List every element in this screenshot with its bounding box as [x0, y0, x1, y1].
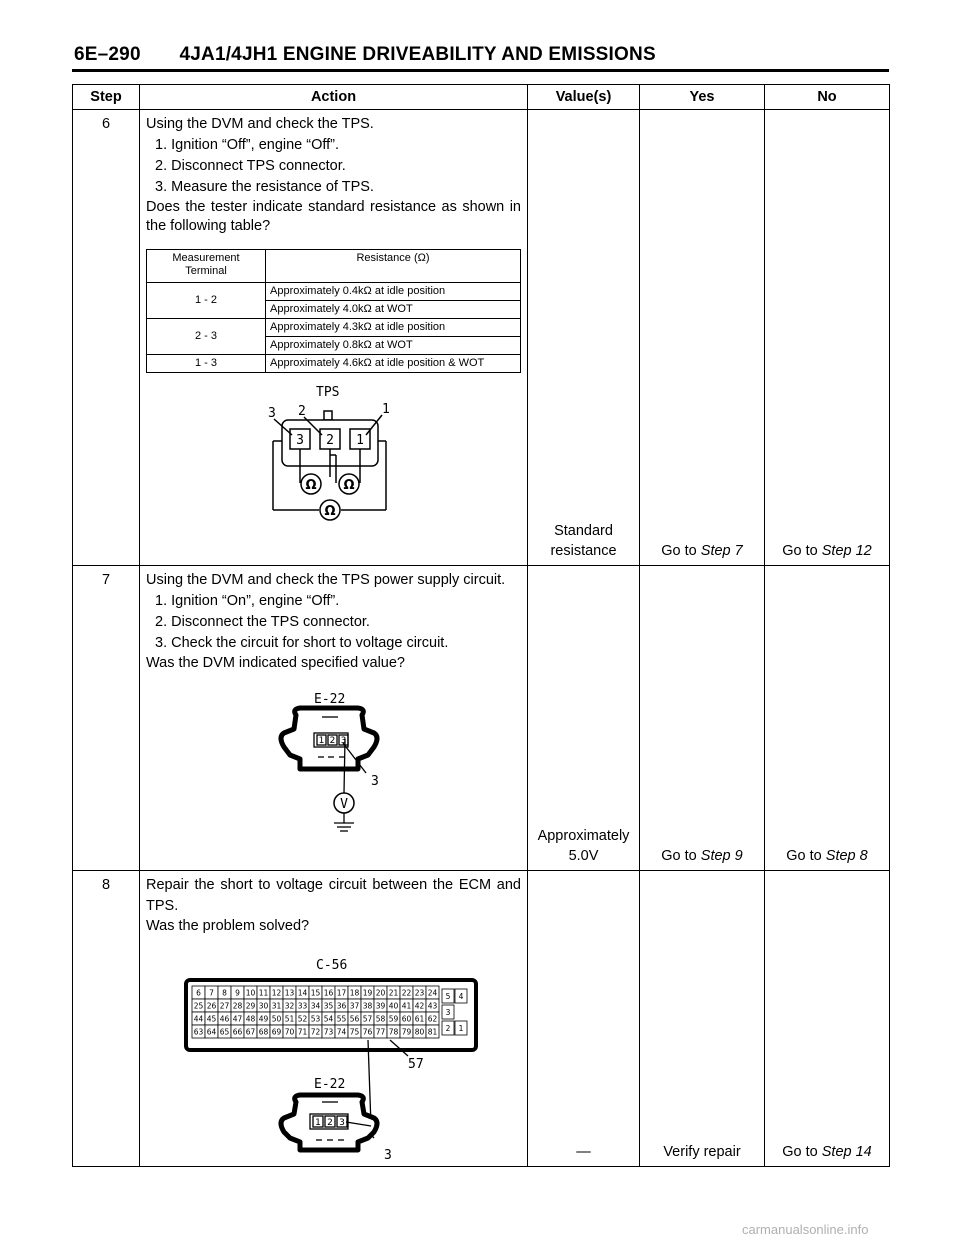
ecm-pin-label: 79 [401, 1027, 412, 1037]
yes-prefix: Go to [661, 543, 701, 559]
ecm-pin-label: 54 [323, 1014, 334, 1024]
substep: 1. Ignition “On”, engine “Off”. [155, 593, 340, 609]
tps-connector-label: E-22 [314, 1077, 346, 1092]
tps-resistance-diagram [146, 373, 521, 521]
watermark: carmanualsonline.info [742, 1222, 869, 1237]
step-number: 7 [73, 566, 140, 871]
header-rule [72, 69, 889, 72]
value-text: Standard [554, 523, 613, 539]
ecm-pin-label: 29 [245, 1001, 256, 1011]
resistance-cell: Approximately 4.6kΩ at idle position & WOT [266, 355, 521, 373]
ecm-pin-label: 44 [193, 1014, 204, 1024]
ecm-pin-label: 28 [232, 1001, 243, 1011]
step-number: 8 [73, 871, 140, 1167]
action-question: Does the tester indicate standard resistance as shown in the following table? [146, 199, 521, 234]
ecm-pin-label: 47 [232, 1014, 243, 1024]
pin-callout: 3 [268, 406, 276, 421]
ecm-pin-label: 77 [375, 1027, 386, 1037]
connector-pin: 2 [326, 433, 334, 448]
pin-callout: 57 [408, 1057, 424, 1072]
ecm-pin-label: 59 [388, 1014, 399, 1024]
terminal-cell: 2 - 3 [147, 319, 266, 355]
ecm-connector-label: C-56 [316, 958, 348, 973]
ecm-pin-label: 31 [271, 1001, 282, 1011]
tps-voltage-diagram [146, 673, 521, 843]
ecm-pin-label: 56 [349, 1014, 360, 1024]
ecm-pin-label: 33 [297, 1001, 308, 1011]
ecm-pin-label: 60 [401, 1014, 412, 1024]
action-intro: Repair the short to voltage circuit between the ECM and TPS. [146, 877, 521, 914]
ecm-pin-label: 67 [245, 1027, 256, 1037]
action-cell [140, 871, 528, 1167]
ecm-pin-label: 30 [258, 1001, 269, 1011]
ecm-pin-label: 76 [362, 1027, 373, 1037]
connector-pin: 1 [318, 736, 325, 746]
pin-callout: 3 [371, 774, 379, 789]
ecm-pin-label: 8 [222, 988, 227, 998]
ecm-pin-label: 66 [232, 1027, 243, 1037]
action-intro: Using the DVM and check the TPS power supply circuit. [146, 572, 506, 588]
col-values: Value(s) [528, 85, 640, 110]
ecm-pin-label: 10 [245, 988, 256, 998]
page-number: 6E–290 [74, 44, 141, 65]
ecm-pin-label: 25 [193, 1001, 204, 1011]
no-cell [765, 566, 890, 871]
ecm-pin-label: 70 [284, 1027, 295, 1037]
pin-callout: 3 [384, 1148, 392, 1161]
ecm-pin-label: 64 [206, 1027, 217, 1037]
ecm-pin-label: 68 [258, 1027, 269, 1037]
value-cell [528, 871, 640, 1167]
ecm-pin-label: 6 [196, 988, 201, 998]
substep: 2. Disconnect the TPS connector. [155, 614, 370, 630]
ecm-pin-label: 46 [219, 1014, 230, 1024]
ecm-pin-label: 35 [323, 1001, 334, 1011]
ecm-pin-label: 55 [336, 1014, 347, 1024]
page-header [74, 44, 656, 66]
ecm-tps-diagram [146, 936, 521, 1161]
connector-label: E-22 [314, 692, 346, 707]
ecm-pin-label: 22 [401, 988, 412, 998]
ecm-pin-label: 49 [258, 1014, 269, 1024]
ecm-pin-label: 62 [427, 1014, 438, 1024]
ecm-pin-label: 52 [297, 1014, 308, 1024]
terminal-cell: 1 - 2 [147, 283, 266, 319]
no-cell [765, 110, 890, 566]
ecm-pin-label: 81 [427, 1027, 438, 1037]
table-row [73, 110, 890, 566]
ecm-pin-label: 17 [336, 988, 347, 998]
value-cell [528, 566, 640, 871]
ecm-pin-label: 20 [375, 988, 386, 998]
table-row [73, 566, 890, 871]
connector-pin: 3 [339, 1118, 345, 1128]
ecm-pin-label: 71 [297, 1027, 308, 1037]
ecm-pin-label: 75 [349, 1027, 360, 1037]
connector-pin: 1 [356, 433, 364, 448]
yes-step-link[interactable]: Step 7 [700, 543, 743, 559]
no-prefix: Go to [782, 543, 822, 559]
ecm-pin-label: 41 [401, 1001, 412, 1011]
ecm-pin-label: 63 [193, 1027, 204, 1037]
yes-cell [640, 110, 765, 566]
ecm-pin-label: 74 [336, 1027, 347, 1037]
ecm-pin-label: 26 [206, 1001, 217, 1011]
ecm-pin-label: 58 [375, 1014, 386, 1024]
ecm-pin-label: 78 [388, 1027, 399, 1037]
ecm-pin-label: 45 [206, 1014, 217, 1024]
pin-callout: 1 [382, 402, 390, 417]
ecm-pin-label: 42 [414, 1001, 425, 1011]
action-intro: Using the DVM and check the TPS. [146, 116, 374, 132]
table-header-row [73, 85, 890, 110]
ecm-pin-label: 48 [245, 1014, 256, 1024]
ecm-pin-label: 38 [362, 1001, 373, 1011]
resistance-cell: Approximately 0.8kΩ at WOT [266, 337, 521, 355]
ecm-pin-label: 23 [414, 988, 425, 998]
col-action: Action [140, 85, 528, 110]
ecm-pin-label: 7 [209, 988, 214, 998]
value-cell [528, 110, 640, 566]
action-cell [140, 110, 528, 566]
ecm-pin-label: 39 [375, 1001, 386, 1011]
ecm-pin-label: 43 [427, 1001, 438, 1011]
ecm-pin-label: 4 [458, 992, 464, 1001]
connector-pin: 2 [329, 736, 336, 746]
ecm-pin-label: 2 [445, 1024, 451, 1033]
substep: 2. Disconnect TPS connector. [155, 158, 346, 174]
tps-label: TPS [316, 385, 340, 400]
ecm-pin-label: 50 [271, 1014, 282, 1024]
connector-pin: 3 [296, 433, 304, 448]
ecm-pin-label: 27 [219, 1001, 230, 1011]
ecm-pin-label: 61 [414, 1014, 425, 1024]
ecm-pin-label: 73 [323, 1027, 334, 1037]
no-cell [765, 871, 890, 1167]
resistance-table [146, 249, 521, 373]
ecm-pin-label: 69 [271, 1027, 282, 1037]
ecm-pin-grid [192, 986, 467, 1038]
value-text: — [576, 1144, 591, 1160]
page-title: 4JA1/4JH1 ENGINE DRIVEABILITY AND EMISSIONS [179, 44, 656, 65]
ecm-pin-label: 32 [284, 1001, 295, 1011]
ecm-pin-label: 36 [336, 1001, 347, 1011]
ecm-pin-label: 72 [310, 1027, 321, 1037]
ecm-pin-label: 21 [388, 988, 399, 998]
ecm-pin-label: 1 [458, 1024, 464, 1033]
value-text: Approximately [537, 828, 630, 844]
ecm-pin-label: 51 [284, 1014, 295, 1024]
resistance-cell: Approximately 4.0kΩ at WOT [266, 301, 521, 319]
resistance-table-head-resistance: Resistance (Ω) [266, 250, 521, 283]
no-step-link[interactable]: Step 14 [821, 1144, 872, 1160]
yes-text: Verify repair [663, 1144, 741, 1160]
resistance-table-head-terminal: Measurement Terminal [147, 250, 266, 283]
no-prefix: Go to [786, 848, 826, 864]
substep: 3. Check the circuit for short to voltage circuit. [155, 635, 449, 651]
ecm-pin-label: 57 [362, 1014, 373, 1024]
no-step-link[interactable]: Step 12 [821, 543, 872, 559]
table-row [73, 871, 890, 1167]
col-no: No [765, 85, 890, 110]
ecm-pin-label: 34 [310, 1001, 321, 1011]
terminal-cell: 1 - 3 [147, 355, 266, 373]
yes-prefix: Go to [661, 848, 701, 864]
value-text: 5.0V [568, 848, 599, 864]
ecm-pin-label: 14 [297, 988, 308, 998]
col-yes: Yes [640, 85, 765, 110]
resistance-cell: Approximately 0.4kΩ at idle position [266, 283, 521, 301]
connector-pin: 1 [315, 1118, 321, 1128]
no-prefix: Go to [782, 1144, 822, 1160]
yes-cell [640, 566, 765, 871]
ecm-pin-label: 24 [427, 988, 438, 998]
diagnostic-table [72, 84, 890, 1167]
substep: 3. Measure the resistance of TPS. [155, 179, 374, 195]
ecm-pin-label: 16 [323, 988, 334, 998]
yes-cell [640, 871, 765, 1167]
substep: 1. Ignition “Off”, engine “Off”. [155, 137, 340, 153]
ecm-pin-label: 40 [388, 1001, 399, 1011]
connector-pin: 3 [340, 736, 347, 746]
ecm-pin-label: 15 [310, 988, 321, 998]
step-number: 6 [73, 110, 140, 566]
pin-callout: 2 [298, 404, 306, 419]
no-step-link[interactable]: Step 8 [825, 848, 868, 864]
yes-step-link[interactable]: Step 9 [700, 848, 743, 864]
value-text: resistance [550, 543, 617, 559]
ecm-pin-label: 37 [349, 1001, 360, 1011]
ecm-pin-label: 19 [362, 988, 373, 998]
ohm-meter-icon: Ω [343, 478, 355, 493]
connector-pin: 2 [327, 1118, 333, 1128]
ecm-pin-label: 53 [310, 1014, 321, 1024]
ohm-meter-icon: Ω [305, 478, 317, 493]
col-step: Step [73, 85, 140, 110]
ecm-pin-label: 5 [445, 992, 451, 1001]
ecm-pin-label: 11 [258, 988, 269, 998]
action-question: Was the DVM indicated specified value? [146, 655, 405, 671]
action-question: Was the problem solved? [146, 918, 310, 934]
ecm-pin-label: 65 [219, 1027, 230, 1037]
ohm-meter-icon: Ω [324, 504, 336, 519]
ecm-pin-label: 3 [445, 1008, 451, 1017]
action-cell [140, 566, 528, 871]
ecm-pin-label: 80 [414, 1027, 425, 1037]
ecm-pin-label: 13 [284, 988, 295, 998]
ecm-pin-label: 12 [271, 988, 282, 998]
resistance-cell: Approximately 4.3kΩ at idle position [266, 319, 521, 337]
ecm-pin-label: 9 [235, 988, 240, 998]
voltmeter-icon: V [340, 797, 348, 812]
ecm-pin-label: 18 [349, 988, 360, 998]
